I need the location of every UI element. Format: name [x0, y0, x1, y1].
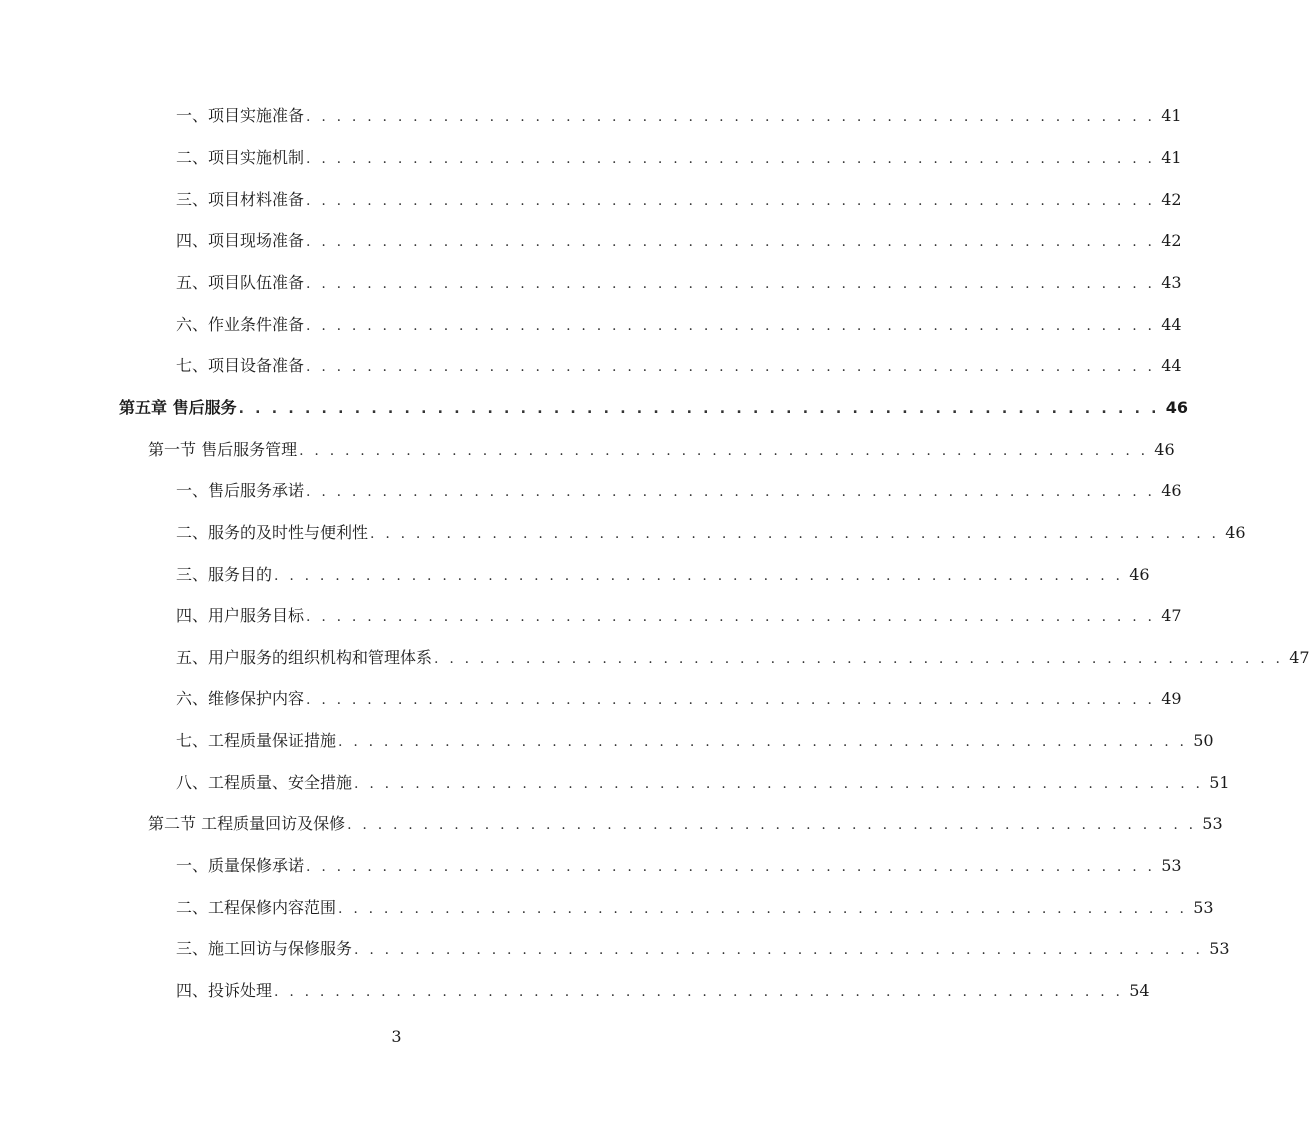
toc-entry-page: 49	[1161, 689, 1182, 708]
toc-chapter-entry[interactable]	[119, 388, 1188, 428]
toc-entry[interactable]	[176, 679, 1182, 719]
toc-entry-page: 53	[1161, 856, 1182, 875]
toc-dot-leader: . . . . . . . . . . . . . . . . . . . . . . . . . . . . . . . . . . . . . . . . . . . . . . . . . . . . . . . .	[338, 901, 1188, 917]
toc-dot-leader: . . . . . . . . . . . . . . . . . . . . . . . . . . . . . . . . . . . . . . . . . . . . . . . . . . . . . . . .	[306, 151, 1156, 167]
toc-entry-title: 第一节 售后服务管理	[148, 440, 298, 459]
toc-entry[interactable]	[176, 513, 1246, 553]
toc-dot-leader: . . . . . . . . . . . . . . . . . . . . . . . . . . . . . . . . . . . . . . . . . . . . . . . . . . . . . . . .	[306, 276, 1156, 292]
toc-entry[interactable]	[176, 555, 1150, 595]
page-number: 3	[391, 1027, 402, 1046]
toc-entry[interactable]	[176, 721, 1214, 761]
toc-entry[interactable]	[176, 96, 1182, 136]
toc-entry-title: 三、服务目的	[176, 565, 273, 584]
toc-entry-page: 41	[1161, 148, 1182, 167]
toc-entry-title: 第五章 售后服务	[119, 398, 237, 417]
toc-entry-page: 50	[1193, 731, 1214, 750]
toc-entry-title: 一、项目实施准备	[176, 106, 305, 125]
toc-entry-title: 三、项目材料准备	[176, 190, 305, 209]
toc-entry-title: 二、工程保修内容范围	[176, 898, 337, 917]
toc-entry-title: 一、售后服务承诺	[176, 481, 305, 500]
toc-entry-page: 47	[1161, 606, 1182, 625]
toc-entry-page: 42	[1161, 231, 1182, 250]
toc-dot-leader: . . . . . . . . . . . . . . . . . . . . . . . . . . . . . . . . . . . . . . . . . . . . . . . . . . . . . . . .	[354, 942, 1204, 958]
toc-entry[interactable]	[176, 638, 1310, 678]
toc-entry-page: 46	[1129, 565, 1150, 584]
toc-entry[interactable]	[176, 929, 1230, 969]
toc-dot-leader: . . . . . . . . . . . . . . . . . . . . . . . . . . . . . . . . . . . . . . . . . . . . . . . . . . . . . . . .	[306, 859, 1156, 875]
toc-entry-page: 53	[1202, 814, 1223, 833]
toc-entry-page: 46	[1225, 523, 1246, 542]
toc-entry-page: 53	[1193, 898, 1214, 917]
toc-entry[interactable]	[176, 346, 1182, 386]
toc-entry[interactable]	[176, 180, 1182, 220]
toc-entry[interactable]	[176, 263, 1182, 303]
toc-section-entry[interactable]	[148, 804, 1223, 844]
toc-dot-leader: . . . . . . . . . . . . . . . . . . . . . . . . . . . . . . . . . . . . . . . . . . . . . . . . . . . . . . . .	[434, 651, 1284, 667]
toc-dot-leader: . . . . . . . . . . . . . . . . . . . . . . . . . . . . . . . . . . . . . . . . . . . . . . . . . . . . . . . .	[354, 776, 1204, 792]
toc-dot-leader: . . . . . . . . . . . . . . . . . . . . . . . . . . . . . . . . . . . . . . . . . . . . . . . . . . . . . . . .	[338, 734, 1188, 750]
toc-dot-leader: . . . . . . . . . . . . . . . . . . . . . . . . . . . . . . . . . . . . . . . . . . . . . . . . . . . . . . . .	[370, 526, 1220, 542]
toc-entry[interactable]	[176, 221, 1182, 261]
toc-entry-title: 第二节 工程质量回访及保修	[148, 814, 346, 833]
toc-entry[interactable]	[176, 305, 1182, 345]
toc-entry-title: 一、质量保修承诺	[176, 856, 305, 875]
toc-entry-title: 三、施工回访与保修服务	[176, 939, 353, 958]
toc-dot-leader: . . . . . . . . . . . . . . . . . . . . . . . . . . . . . . . . . . . . . . . . . . . . . . . . . . . . . . . .	[306, 193, 1156, 209]
toc-entry-title: 六、维修保护内容	[176, 689, 305, 708]
toc-dot-leader: . . . . . . . . . . . . . . . . . . . . . . . . . . . . . . . . . . . . . . . . . . . . . . . . . . . . . . . .	[238, 401, 1160, 417]
toc-entry-page: 44	[1161, 315, 1182, 334]
toc-entry-title: 五、用户服务的组织机构和管理体系	[176, 648, 433, 667]
toc-entry[interactable]	[176, 763, 1230, 803]
toc-entry-title: 二、服务的及时性与便利性	[176, 523, 369, 542]
toc-entry[interactable]	[176, 846, 1182, 886]
toc-entry-page: 41	[1161, 106, 1182, 125]
toc-entry-title: 四、项目现场准备	[176, 231, 305, 250]
toc-entry[interactable]	[176, 596, 1182, 636]
toc-dot-leader: . . . . . . . . . . . . . . . . . . . . . . . . . . . . . . . . . . . . . . . . . . . . . . . . . . . . . . . .	[299, 443, 1149, 459]
toc-dot-leader: . . . . . . . . . . . . . . . . . . . . . . . . . . . . . . . . . . . . . . . . . . . . . . . . . . . . . . . .	[306, 609, 1156, 625]
toc-entry[interactable]	[176, 888, 1214, 928]
toc-entry-title: 六、作业条件准备	[176, 315, 305, 334]
toc-entry-page: 47	[1289, 648, 1310, 667]
toc-entry-page: 42	[1161, 190, 1182, 209]
toc-dot-leader: . . . . . . . . . . . . . . . . . . . . . . . . . . . . . . . . . . . . . . . . . . . . . . . . . . . . . . . .	[347, 817, 1197, 833]
toc-entry-page: 54	[1129, 981, 1150, 1000]
toc-entry[interactable]	[176, 971, 1150, 1011]
toc-dot-leader: . . . . . . . . . . . . . . . . . . . . . . . . . . . . . . . . . . . . . . . . . . . . . . . . . . . . . . . .	[306, 692, 1156, 708]
toc-entry-title: 四、投诉处理	[176, 981, 273, 1000]
toc-entry-page: 46	[1161, 481, 1182, 500]
toc-dot-leader: . . . . . . . . . . . . . . . . . . . . . . . . . . . . . . . . . . . . . . . . . . . . . . . . . . . . . . . .	[306, 109, 1156, 125]
toc-entry-title: 七、项目设备准备	[176, 356, 305, 375]
toc-entry-page: 51	[1209, 773, 1230, 792]
toc-dot-leader: . . . . . . . . . . . . . . . . . . . . . . . . . . . . . . . . . . . . . . . . . . . . . . . . . . . . . . . .	[306, 484, 1156, 500]
toc-entry-title: 二、项目实施机制	[176, 148, 305, 167]
toc-entry[interactable]	[176, 471, 1182, 511]
toc-dot-leader: . . . . . . . . . . . . . . . . . . . . . . . . . . . . . . . . . . . . . . . . . . . . . . . . . . . . . . . .	[274, 568, 1124, 584]
toc-entry-page: 53	[1209, 939, 1230, 958]
toc-entry-title: 八、工程质量、安全措施	[176, 773, 353, 792]
toc-dot-leader: . . . . . . . . . . . . . . . . . . . . . . . . . . . . . . . . . . . . . . . . . . . . . . . . . . . . . . . .	[306, 359, 1156, 375]
toc-entry-title: 七、工程质量保证措施	[176, 731, 337, 750]
toc-entry-page: 43	[1161, 273, 1182, 292]
toc-entry-title: 四、用户服务目标	[176, 606, 305, 625]
toc-entry[interactable]	[176, 138, 1182, 178]
toc-entry-title: 五、项目队伍准备	[176, 273, 305, 292]
toc-section-entry[interactable]	[148, 430, 1175, 470]
toc-dot-leader: . . . . . . . . . . . . . . . . . . . . . . . . . . . . . . . . . . . . . . . . . . . . . . . . . . . . . . . .	[306, 318, 1156, 334]
toc-entry-page: 46	[1165, 398, 1188, 417]
toc-entry-page: 46	[1154, 440, 1175, 459]
toc-dot-leader: . . . . . . . . . . . . . . . . . . . . . . . . . . . . . . . . . . . . . . . . . . . . . . . . . . . . . . . .	[274, 984, 1124, 1000]
toc-dot-leader: . . . . . . . . . . . . . . . . . . . . . . . . . . . . . . . . . . . . . . . . . . . . . . . . . . . . . . . .	[306, 234, 1156, 250]
toc-entry-page: 44	[1161, 356, 1182, 375]
